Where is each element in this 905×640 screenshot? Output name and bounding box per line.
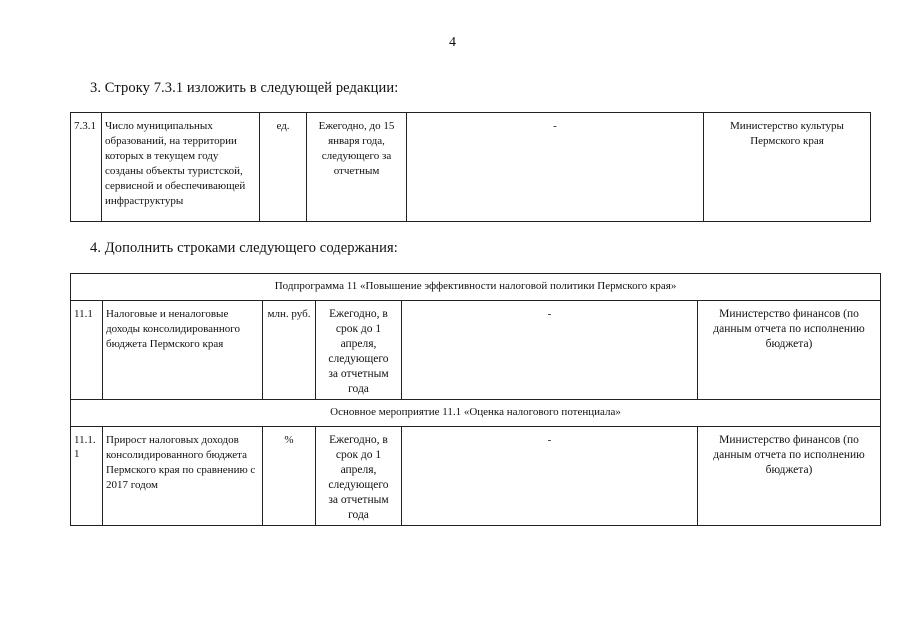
row-number: 11.1	[71, 301, 103, 400]
main-event-row	[71, 400, 881, 427]
instruction-add-rows: 4. Дополнить строками следующего содержания:	[90, 240, 398, 256]
unit-cell: %	[263, 427, 316, 526]
main-event-title: Основное мероприятие 11.1 «Оценка налогового потенциала»	[71, 400, 881, 427]
term-cell: Ежегодно, в срок до 1 апреля, следующего за отчетным года	[316, 427, 402, 526]
dash-cell: -	[407, 113, 704, 222]
term-cell: Ежегодно, в срок до 1 апреля, следующего за отчетным года	[316, 301, 402, 400]
table-row	[71, 301, 881, 400]
subprogram-row	[71, 274, 881, 301]
unit-cell: млн. руб.	[263, 301, 316, 400]
row-number: 7.3.1	[71, 113, 102, 222]
dash-cell: -	[402, 301, 698, 400]
responsible-cell: Министерство финансов (по данным отчета по исполнению бюджета)	[698, 427, 881, 526]
instruction-row-replace: 3. Строку 7.3.1 изложить в следующей редакции:	[90, 80, 399, 96]
indicator-name: Налоговые и неналоговые доходы консолидированного бюджета Пермского края	[103, 301, 263, 400]
row-number: 11.1.1	[71, 427, 103, 526]
indicator-table-11	[70, 273, 881, 526]
subprogram-title: Подпрограмма 11 «Повышение эффективности налоговой политики Пермского края»	[71, 274, 881, 301]
unit-cell: ед.	[260, 113, 307, 222]
indicator-table-7-3-1	[70, 112, 871, 222]
term-cell: Ежегодно, до 15 января года, следующего за отчетным	[307, 113, 407, 222]
page-number: 4	[449, 35, 456, 50]
responsible-cell: Министерство культуры Пермского края	[704, 113, 871, 222]
table-row	[71, 427, 881, 526]
indicator-name: Прирост налоговых доходов консолидированного бюджета Пермского края по сравнению с 2017 годом	[103, 427, 263, 526]
dash-cell: -	[402, 427, 698, 526]
table-row	[71, 113, 871, 222]
indicator-name: Число муниципальных образований, на территории которых в текущем году созданы объекты туристской, сервисной и обеспечивающей инфраструктуры	[102, 113, 260, 222]
responsible-cell: Министерство финансов (по данным отчета по исполнению бюджета)	[698, 301, 881, 400]
